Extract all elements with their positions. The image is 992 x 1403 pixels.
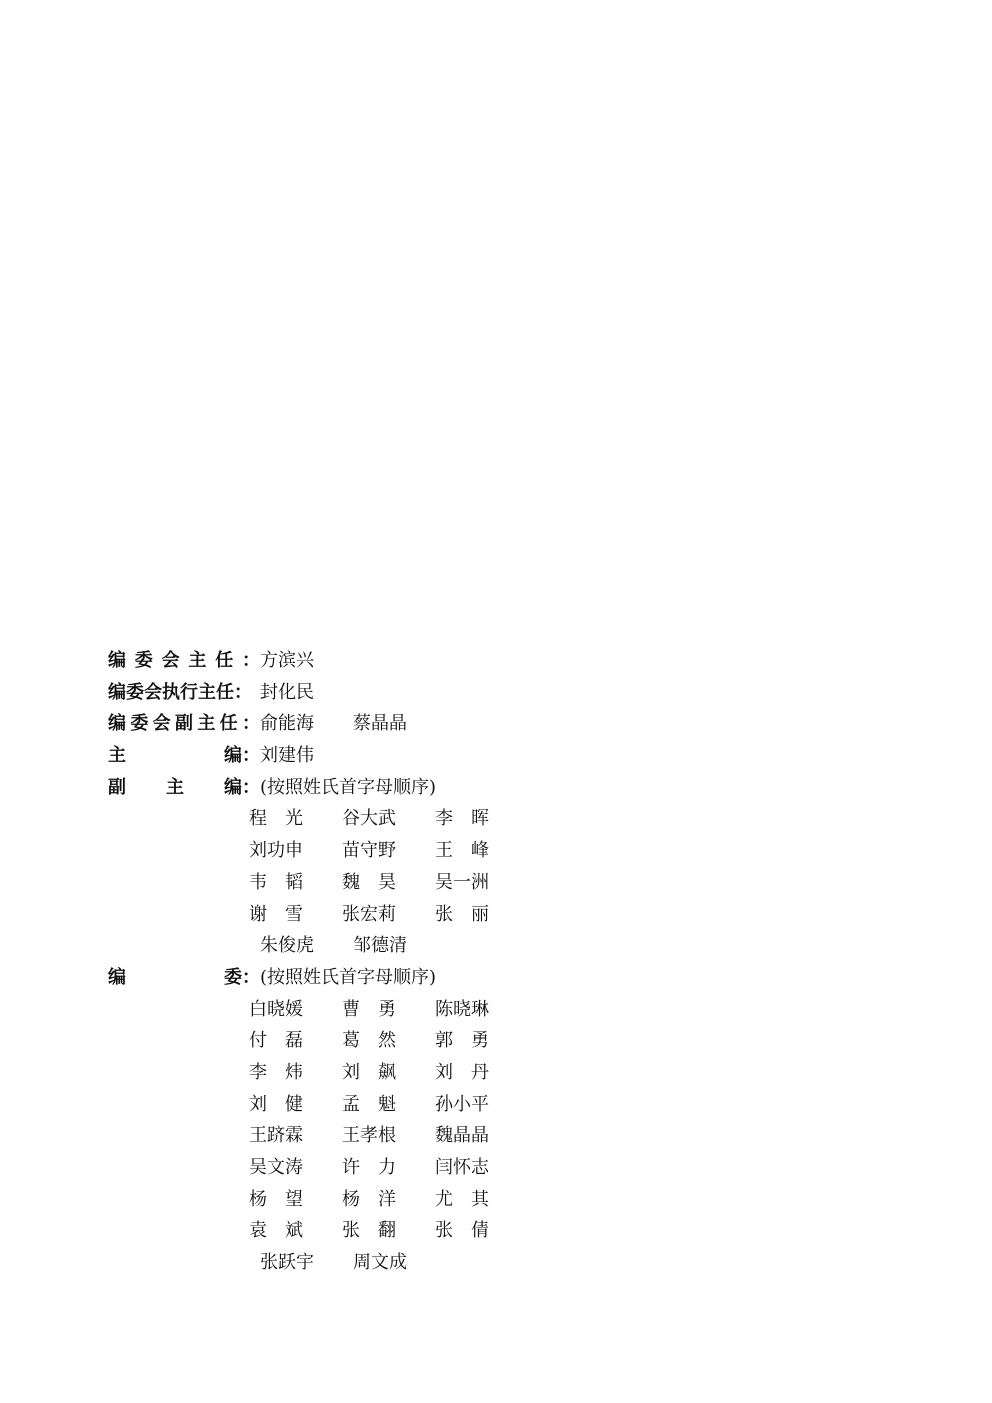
committee-member-names <box>249 994 528 1026</box>
committee-member-name: 张 翻 <box>342 1220 396 1242</box>
committee-member-name: 刘 飙 <box>342 1061 396 1083</box>
associate-editor-name: 苗守野 <box>342 840 396 862</box>
associate-editor-name: 谷大武 <box>342 808 396 830</box>
associate-editor-row <box>108 803 528 835</box>
executive-director-names <box>260 677 353 709</box>
associate-editor-row <box>108 930 528 962</box>
committee-member-row <box>108 1057 528 1089</box>
committee-member-names <box>249 1120 528 1152</box>
committee-member-names <box>249 1215 528 1247</box>
committee-member-name: 周文成 <box>353 1252 407 1274</box>
associate-editor-row <box>108 867 528 899</box>
chief-editor-names <box>260 740 353 772</box>
associate-editor-name: 魏 昊 <box>342 871 396 893</box>
committee-member-row <box>108 1247 528 1279</box>
committee-member-name: 刘 丹 <box>435 1061 489 1083</box>
committee-member-row <box>108 994 528 1026</box>
committee-member-names <box>249 1057 528 1089</box>
committee-member-row <box>108 1152 528 1184</box>
chief-editor-label: 主 编： <box>108 745 260 767</box>
associate-editor-name: 韦 韬 <box>249 871 303 893</box>
associate-editors-label: 副 主 编： <box>108 776 260 798</box>
committee-member-name: 魏晶晶 <box>435 1125 489 1147</box>
director-names <box>260 645 353 677</box>
associate-editor-name: 李 晖 <box>435 808 489 830</box>
associate-editor-name: 张宏莉 <box>342 903 396 925</box>
associate-editor-name: 邹德清 <box>353 935 407 957</box>
associate-editors-list <box>108 803 528 961</box>
associate-editor-names <box>249 867 528 899</box>
associate-editors-note: (按照姓氏首字母顺序) <box>260 776 437 798</box>
committee-member-name: 李 炜 <box>249 1061 303 1083</box>
committee-member-name: 张 倩 <box>435 1220 489 1242</box>
committee-member-name: 孙小平 <box>435 1093 489 1115</box>
committee-member-name: 孟 魁 <box>342 1093 396 1115</box>
associate-editor-names <box>249 803 528 835</box>
deputy-director-name: 俞能海 <box>260 713 314 735</box>
committee-member-names <box>249 1152 528 1184</box>
committee-member-row <box>108 1025 528 1057</box>
committee-member-name: 吴文涛 <box>249 1157 303 1178</box>
director-name: 方滨兴 <box>260 650 314 671</box>
executive-director-row <box>108 677 528 709</box>
deputy-directors-names <box>260 708 446 740</box>
committee-members-label: 编 委： <box>108 966 260 988</box>
committee-member-names <box>260 1247 446 1279</box>
committee-member-row <box>108 1089 528 1121</box>
chief-editor-name: 刘建伟 <box>260 745 314 767</box>
committee-member-name: 白晓媛 <box>249 998 303 1020</box>
committee-member-name: 葛 然 <box>342 1030 396 1052</box>
committee-member-name: 杨 洋 <box>342 1188 396 1210</box>
committee-member-name: 刘 健 <box>249 1093 303 1115</box>
executive-director-label: 编委会执行主任： <box>108 681 252 703</box>
committee-member-name: 尤 其 <box>435 1188 489 1210</box>
committee-member-row <box>108 1120 528 1152</box>
committee-member-row <box>108 1184 528 1216</box>
committee-member-name: 王孝根 <box>342 1125 396 1147</box>
chief-editor-row <box>108 740 528 772</box>
committee-member-names <box>249 1089 528 1121</box>
committee-member-name: 付 磊 <box>249 1030 303 1052</box>
committee-member-names <box>249 1184 528 1216</box>
committee-member-name: 闫怀志 <box>435 1157 489 1178</box>
deputy-director-name: 蔡晶晶 <box>353 713 407 735</box>
associate-editor-name: 张 丽 <box>435 903 489 925</box>
committee-member-names <box>249 1025 528 1057</box>
committee-member-name: 杨 望 <box>249 1188 303 1210</box>
committee-members-row <box>108 962 528 994</box>
committee-member-name: 许 力 <box>342 1157 396 1178</box>
associate-editor-name: 吴一洲 <box>435 871 489 893</box>
associate-editor-row <box>108 835 528 867</box>
associate-editor-names <box>249 899 528 931</box>
committee-member-name: 曹 勇 <box>342 998 396 1020</box>
director-label: 编 委 会 主 任 ： <box>108 650 260 671</box>
associate-editors-row <box>108 772 528 804</box>
committee-member-row <box>108 1215 528 1247</box>
director-row <box>108 645 528 677</box>
editorial-credits <box>108 645 528 1279</box>
associate-editor-name: 程 光 <box>249 808 303 830</box>
deputy-directors-label: 编 委 会 副 主 任 ： <box>108 713 260 735</box>
associate-editor-name: 谢 雪 <box>249 903 303 925</box>
associate-editor-names <box>260 930 446 962</box>
committee-member-name: 张跃宇 <box>260 1252 314 1274</box>
committee-member-name: 郭 勇 <box>435 1030 489 1052</box>
committee-member-name: 袁 斌 <box>249 1220 303 1242</box>
committee-member-name: 王跻霖 <box>249 1125 303 1147</box>
deputy-directors-row <box>108 708 528 740</box>
associate-editor-name: 刘功申 <box>249 840 303 862</box>
associate-editor-name: 王 峰 <box>435 840 489 862</box>
committee-members-note: (按照姓氏首字母顺序) <box>260 966 437 988</box>
committee-member-name: 陈晓琳 <box>435 998 489 1020</box>
executive-director-name: 封化民 <box>260 681 314 703</box>
associate-editor-names <box>249 835 528 867</box>
committee-members-list <box>108 994 528 1279</box>
associate-editor-name: 朱俊虎 <box>260 935 314 957</box>
associate-editor-row <box>108 899 528 931</box>
